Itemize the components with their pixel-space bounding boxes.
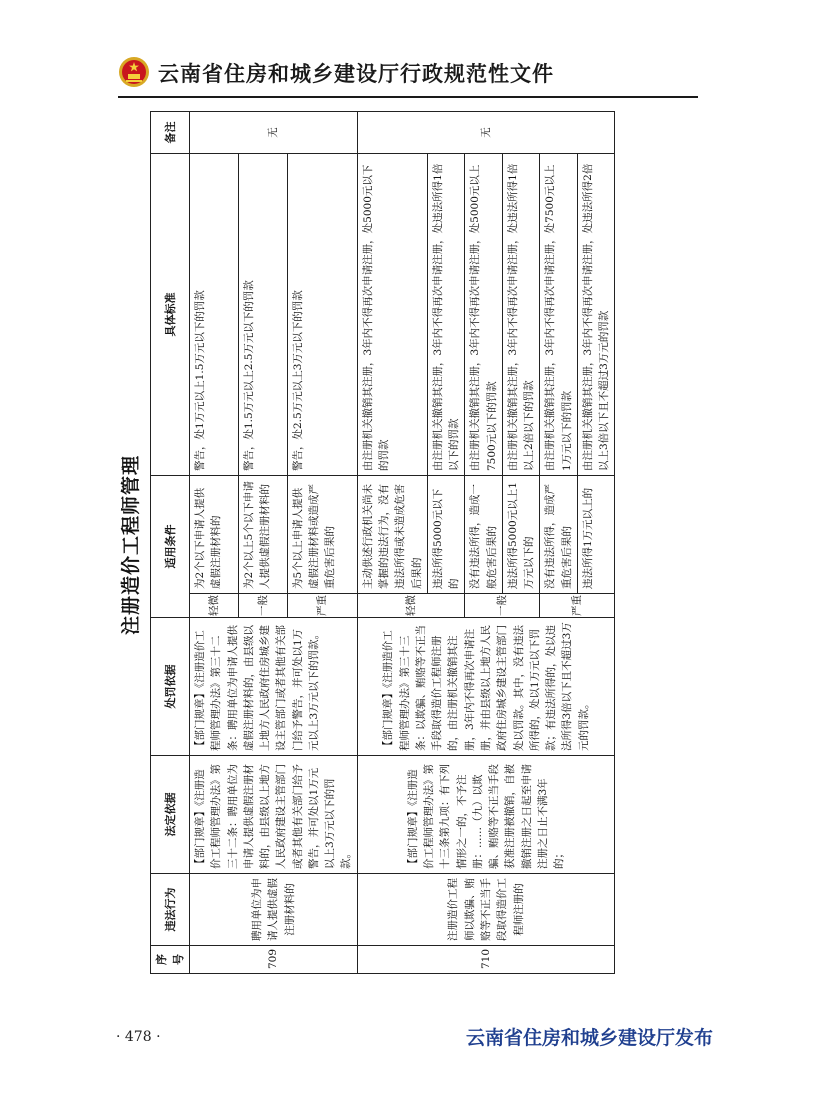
grade-label: 轻微 (190, 594, 239, 618)
header-title: 云南省住房和城乡建设厅行政规范性文件 (158, 62, 554, 86)
row-legal-basis: 【部门规章】《注册造价工程师管理办法》第三十二条：聘用单位为申请人提供虚假注册材料的，由县级以上地方人民政府建设主管部门或者其他有关部门给予警告，并可处以1万元以上3万元以下的罚款。 (190, 756, 358, 874)
grade-label: 一般 (238, 594, 287, 618)
table-title: 注册造价工程师管理 (120, 455, 142, 636)
condition-cell: 违法所得5000元以上1万元以下的 (502, 476, 540, 594)
landscape-content (114, 110, 692, 980)
condition-cell: 没有违法所得，造成严重危害后果的 (540, 476, 578, 594)
national-emblem-icon (118, 56, 150, 88)
grade-label: 严重 (540, 594, 615, 618)
grade-label: 严重 (287, 594, 357, 618)
standard-cell: 由注册机关撤销其注册，3年内不得再次申请注册，处违法所得1倍以上2倍以下的罚款 (502, 154, 540, 476)
page-number: · 478 · (116, 1029, 161, 1045)
publisher-footer: 云南省住房和城乡建设厅发布 (466, 1027, 714, 1049)
header-divider (118, 96, 698, 98)
condition-cell: 为2个以上5个以下申请人提供虚假注册材料的 (238, 476, 287, 594)
header-behavior: 违法行为 (151, 874, 190, 946)
row-legal-basis: 【部门规章】《注册造价工程师管理办法》第十三条第九项：有下列情形之一的，不予注册：……（九）以欺骗、贿赂等不正当手段获准注册被撤销，自被撤销注册之日起至申请注册之日止不满3年的； (357, 756, 615, 874)
condition-cell: 违法所得5000元以下的 (427, 476, 465, 594)
header-standard: 具体标准 (151, 154, 190, 476)
condition-cell: 为2个以下申请人提供虚假注册材料的 (190, 476, 239, 594)
standard-cell: 由注册机关撤销其注册，3年内不得再次申请注册，处7500元以上1万元以下的罚款 (540, 154, 578, 476)
row-penalty-basis: 【部门规章】《注册造价工程师管理办法》第三十二条：聘用单位为申请人提供虚假注册材料的，由县级以上地方人民政府住房城乡建设主管部门或者其他有关部门给予警告，并可处以1万元以上3万元以下的罚款。 (190, 618, 358, 756)
header-penalty-basis: 处罚依据 (151, 618, 190, 756)
condition-cell: 没有违法所得，造成一般危害后果的 (465, 476, 503, 594)
header-no: 序号 (151, 946, 190, 974)
row-behavior: 聘用单位为申请人提供虚假注册材料的 (190, 874, 358, 946)
condition-cell: 为5个以上申请人提供虚假注册材料或造成严重危害后果的 (287, 476, 357, 594)
standard-cell: 由注册机关撤销其注册，3年内不得再次申请注册，处5000元以上7500元以下的罚款 (465, 154, 503, 476)
standard-cell: 由注册机关撤销其注册，3年内不得再次申请注册，处违法所得1倍以下的罚款 (427, 154, 465, 476)
table-row (190, 112, 239, 974)
standard-cell: 由注册机关撤销其注册，3年内不得再次申请注册，处5000元以下的罚款 (357, 154, 427, 476)
grade-label: 一般 (465, 594, 540, 618)
row-behavior: 注册造价工程师以欺骗、贿赂等不正当手段取得造价工程师注册的 (357, 874, 615, 946)
standard-cell: 警告，处1万元以上1.5万元以下的罚款 (190, 154, 239, 476)
row-no: 709 (190, 946, 358, 974)
document-header (118, 52, 678, 96)
header-legal-basis: 法定依据 (151, 756, 190, 874)
condition-cell: 违法所得1万元以上的 (577, 476, 615, 594)
penalty-table (150, 111, 615, 974)
rotated-table-page (114, 110, 692, 980)
standard-cell: 由注册机关撤销其注册，3年内不得再次申请注册，处违法所得2倍以上3倍以下且不超过3万元的罚款 (577, 154, 615, 476)
table-header-row (151, 112, 190, 974)
header-conditions: 适用条件 (151, 476, 190, 618)
header-remark: 备注 (151, 112, 190, 154)
standard-cell: 警告，处2.5万元以上3万元以下的罚款 (287, 154, 357, 476)
row-penalty-basis: 【部门规章】《注册造价工程师管理办法》第三十三条：以欺骗、贿赂等不正当手段取得造价工程师注册的，由注册机关撤销其注册，3年内不得再次申请注册，并由县级以上地方人民政府住房城乡建设主管部门处以罚款。其中，没有违法所得的，处以1万元以下罚款；有违法所得的，处以违法所得3倍以下且不超过3万元的罚款。 (357, 618, 615, 756)
row-no: 710 (357, 946, 615, 974)
condition-cell: 主动供述行政机关尚未掌握的违法行为，没有违法所得或未造成危害后果的 (357, 476, 427, 594)
row-remark: 无 (190, 112, 358, 154)
grade-label: 轻微 (357, 594, 465, 618)
standard-cell: 警告，处1.5万元以上2.5万元以下的罚款 (238, 154, 287, 476)
row-remark: 无 (357, 112, 615, 154)
table-row (357, 112, 427, 974)
